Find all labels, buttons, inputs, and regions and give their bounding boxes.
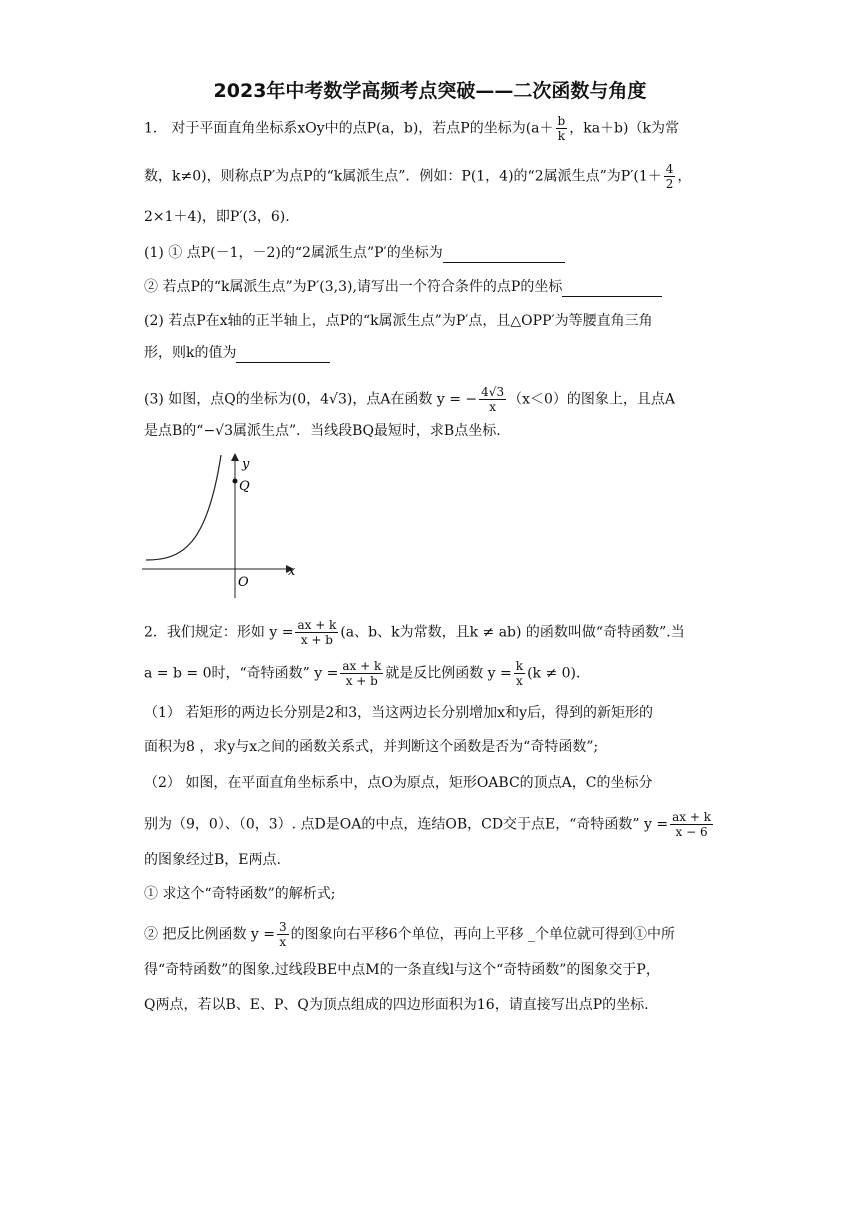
q1-part1-1: (1) ① 点P(－1，－2)的“2属派生点”P′的坐标为 [144, 243, 565, 263]
y-axis-arrow [231, 453, 239, 461]
q1-text: 1． 对于平面直角坐标系xOy中的点P(a，b)，若点P的坐标为(a＋ [144, 120, 554, 137]
point-q [233, 479, 238, 484]
answer-blank[interactable] [236, 348, 330, 363]
x-axis-label: x [288, 564, 296, 579]
q2-sub2-line-1: ② 把反比例函数 y = $\frac{3}{x}$ 的图象向右平移6个单位，再向上平移 _个单位就可得到①中所 [144, 920, 675, 949]
document-title: 2023年中考数学高频考点突破——二次函数与角度 [213, 80, 647, 102]
fraction-b-over-k: $\frac{b}{k}$ [557, 114, 566, 143]
q2-sub2-line-2: 得“奇特函数”的图象.过线段BE中点M的一条直线l与这个“奇特函数”的图象交于P， [144, 962, 660, 978]
fraction-3-over-x: $\frac{3}{x}$ [279, 920, 287, 949]
fraction-4-over-2: $\frac{4}{2}$ [665, 162, 674, 191]
fraction-oddfunc-3: $\frac{ax + k}{x - 6}$ [672, 810, 712, 839]
origin-label: O [238, 575, 249, 590]
q2-part1-line-1: （1） 若矩形的两边长分别是2和3，当这两边长分别增加x和y后，得到的新矩形的 [144, 705, 653, 721]
q2-sub2-line-3: Q两点，若以B、E、P、Q为顶点组成的四边形面积为16，请直接写出点P的坐标. [144, 997, 649, 1013]
q1-line-2: 数，k≠0)，则称点P′为点P的“k属派生点”．例如：P(1，4)的“2属派生点”为P′(1＋ $\frac{4}{2}$ ， [144, 162, 692, 191]
q1-line-1: 1． 对于平面直角坐标系xOy中的点P(a，b)，若点P的坐标为(a＋ $\frac{b}{k}$ ，ka＋b)（k为常 [144, 114, 679, 143]
q2-sub1: ① 求这个“奇特函数”的解析式; [144, 886, 336, 902]
y-axis-label: y [242, 457, 250, 472]
q2-part2-line-1: （2） 如图，在平面直角坐标系中，点O为原点，矩形OABC的顶点A，C的坐标分 [144, 775, 653, 791]
answer-blank[interactable] [443, 248, 565, 263]
q1-part1-2: ② 若点P的“k属派生点”为P′(3,3),请写出一个符合条件的点P的坐标 [144, 277, 662, 297]
q1-part3-line-1: (3) 如图，点Q的坐标为(0，4√3)，点A在函数 y = − $\frac{4√3}{x}$ （x＜0）的图象上，且点A [144, 385, 675, 414]
function-curve [146, 455, 221, 560]
q1-line-3: 2×1＋4)，即P′(3，6). [144, 209, 290, 225]
answer-blank[interactable] [562, 282, 662, 297]
q2-part2-line-2: 别为（9，0）、（0，3）. 点D是OA的中点，连结OB，CD交于点E，“奇特函数” y = $\frac{ax + k}{x - 6}$ [144, 810, 712, 839]
q2-part1-line-2: 面积为8 ，求y与x之间的函数关系式，并判断这个函数是否为“奇特函数”; [144, 739, 599, 755]
q1-part2-line-2: 形，则k的值为 [144, 343, 330, 363]
q2-line-2: a = b = 0时，“奇特函数” y = $\frac{ax + k}{x + b}$ 就是反比例函数 y = $\frac{k}{x}$ (k ≠ 0). [144, 659, 581, 688]
fraction-oddfunc-2: $\frac{ax + k}{x + b}$ [342, 659, 382, 688]
fraction-k-over-x: $\frac{k}{x}$ [515, 659, 524, 688]
q2-line-1: 2．我们规定：形如 y = $\frac{ax + k}{x + b}$ (a、b、k为常数，且k ≠ ab) 的函数叫做“奇特函数”.当 [144, 618, 685, 647]
q1-part3-line-2: 是点B的“−√3属派生点”．当线段BQ最短时，求B点坐标. [144, 423, 501, 439]
fraction-4sqrt3-over-x: $\frac{4√3}{x}$ [481, 385, 505, 414]
q1-part2-line-1: (2) 若点P在x轴的正半轴上，点P的“k属派生点”为P′点，且△OPP′为等腰直角三角 [144, 313, 653, 329]
point-q-label: Q [239, 479, 250, 494]
function-graph [142, 450, 300, 600]
q2-part2-line-3: 的图象经过B，E两点. [144, 852, 281, 868]
fraction-oddfunc: $\frac{ax + k}{x + b}$ [297, 618, 337, 647]
